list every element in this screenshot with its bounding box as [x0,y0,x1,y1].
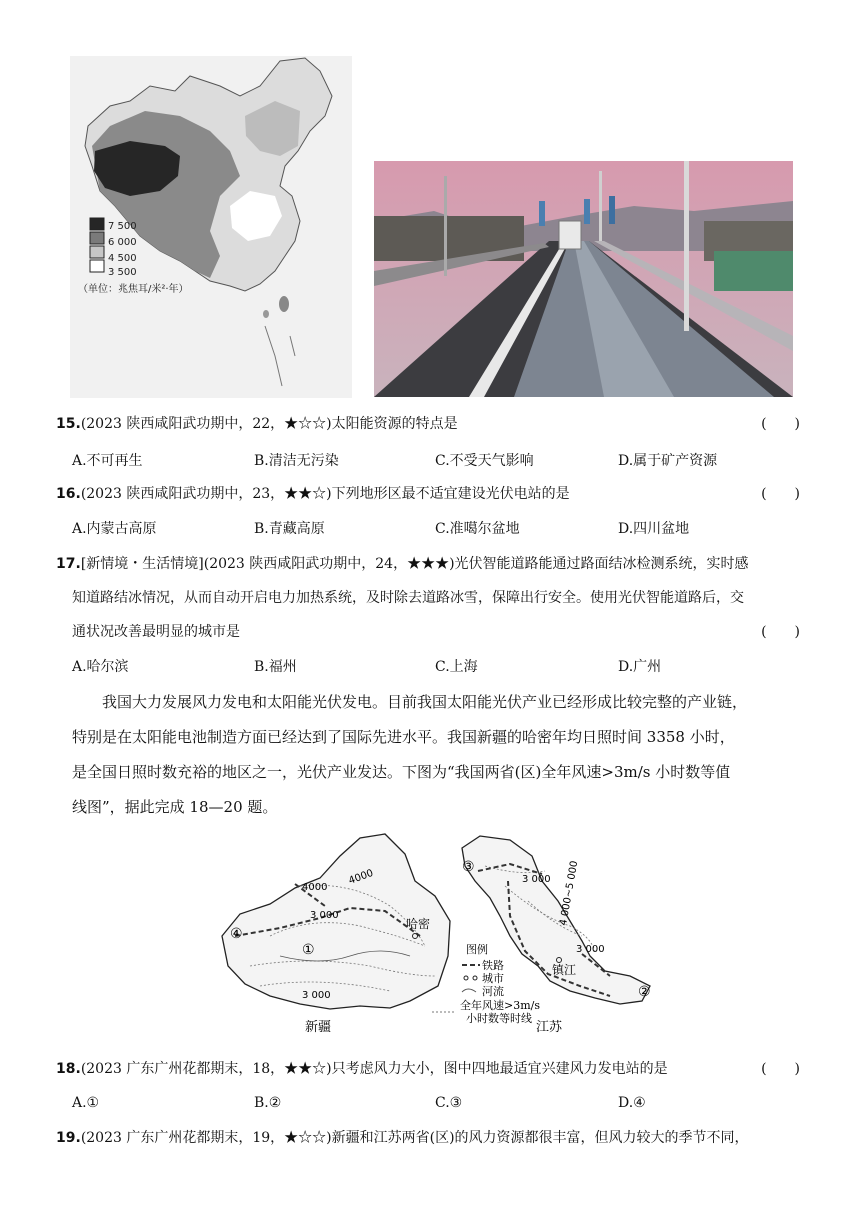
question-number: 18. [56,1061,81,1077]
question-number: 19. [56,1130,81,1146]
marker-2: ② [638,984,651,1000]
option-a[interactable]: A.不可再生 [72,453,143,469]
option-d[interactable]: D.广州 [618,659,662,675]
passage-line-3: 是全国日照时数充裕的地区之一，光伏产业发达。下图为“我国两省(区)全年风速>3m/s 小时数等值 [72,763,731,781]
option-b[interactable]: B.福州 [254,659,297,675]
option-d[interactable]: D.四川盆地 [618,521,690,537]
legend-4500: 4 500 [108,253,137,264]
option-c[interactable]: C.准噶尔盆地 [435,521,520,537]
option-d[interactable]: D.属于矿产资源 [618,453,718,469]
option-d[interactable]: D.④ [618,1095,646,1111]
xj-contour-3: 3 000 [310,910,339,921]
question-15 [56,414,800,434]
question-text: 知道路结冰情况，从而自动开启电力加热系统，及时除去道路冰雪，保障出行安全。使用光伏智能道路后，交 [72,590,744,606]
legend-railway: 铁路 [482,959,504,972]
answer-blank[interactable]: ( ) [761,486,800,502]
city-zhenjiang: 镇江 [552,963,577,977]
question-16 [56,484,800,504]
question-number: 15. [56,416,81,432]
legend-title: 图例 [466,943,488,956]
option-b[interactable]: B.清洁无污染 [254,453,339,469]
option-a[interactable]: A.内蒙古高原 [72,521,157,537]
legend-isoline-1: 全年风速>3m/s [460,999,540,1012]
solar-radiation-map [70,56,352,398]
answer-blank[interactable]: ( ) [761,1061,800,1077]
question-19 [56,1128,800,1148]
wind-isoline-figure [210,826,670,1048]
xj-contour-4: 3 000 [302,990,331,1001]
option-c[interactable]: C.上海 [435,659,478,675]
answer-blank[interactable]: ( ) [761,624,800,640]
question-17-line-2 [72,588,800,608]
marker-4: ④ [230,926,243,942]
js-contour-1: 3 000 [522,874,551,885]
question-17-line-1 [56,554,800,574]
marker-1: ① [302,942,315,958]
passage-line-1: 我国大力发展风力发电和太阳能光伏发电。目前我国太阳能光伏产业已经形成比较完整的产业链， [102,693,748,711]
legend-unit: （单位：兆焦耳/米²·年） [78,284,189,295]
question-text: 通状况改善最明显的城市是 [72,624,240,640]
legend-river: 河流 [482,985,504,998]
question-text: (2023 广东广州花都期末，19，★☆☆)新疆和江苏两省(区)的风力资源都很丰富，但风力较大的季节不同， [80,1130,749,1146]
question-17-line-3 [72,622,800,642]
option-a[interactable]: A.① [72,1095,100,1111]
question-number: 17. [56,556,81,572]
legend-6000: 6 000 [108,237,137,248]
question-text: [新情境・生活情境](2023 陕西咸阳武功期中，24，★★★)光伏智能道路能通过路面结冰检测系统，实时感 [80,556,749,572]
region-xinjiang: 新疆 [305,1020,332,1035]
option-a[interactable]: A.哈尔滨 [72,659,129,675]
option-c[interactable]: C.不受天气影响 [435,453,534,469]
question-text: (2023 广东广州花都期末，18，★★☆)只考虑风力大小，图中四地最适宜兴建风力发电站的是 [80,1061,668,1077]
legend-7500: 7 500 [108,221,137,232]
legend-city: 城市 [482,972,504,985]
option-b[interactable]: B.② [254,1095,282,1111]
legend-isoline-2: 小时数等时线 [466,1012,532,1025]
option-b[interactable]: B.青藏高原 [254,521,325,537]
legend-3500: 3 500 [108,267,137,278]
option-c[interactable]: C.③ [435,1095,463,1111]
passage-line-4: 线图”，据此完成 18—20 题。 [72,798,278,816]
js-contour-2: 4 000~5 000 [558,859,581,927]
passage-line-2: 特别是在太阳能电池制造方面已经达到了国际先进水平。我国新疆的哈密年均日照时间 3358 小时， [72,728,735,746]
question-text: (2023 陕西咸阳武功期中，23，★★☆)下列地形区最不适宜建设光伏电站的是 [80,486,570,502]
question-18 [56,1059,800,1079]
solar-road-photo [374,161,793,397]
region-jiangsu: 江苏 [536,1020,563,1035]
city-hami: 哈密 [406,917,431,931]
question-text: (2023 陕西咸阳武功期中，22，★☆☆)太阳能资源的特点是 [80,416,458,432]
xj-contour-2: 4000 [347,867,375,887]
question-number: 16. [56,486,81,502]
xj-contour-1: 4000 [302,882,328,893]
marker-3: ③ [462,859,475,875]
js-contour-3: 3 000 [576,944,605,955]
answer-blank[interactable]: ( ) [761,416,800,432]
